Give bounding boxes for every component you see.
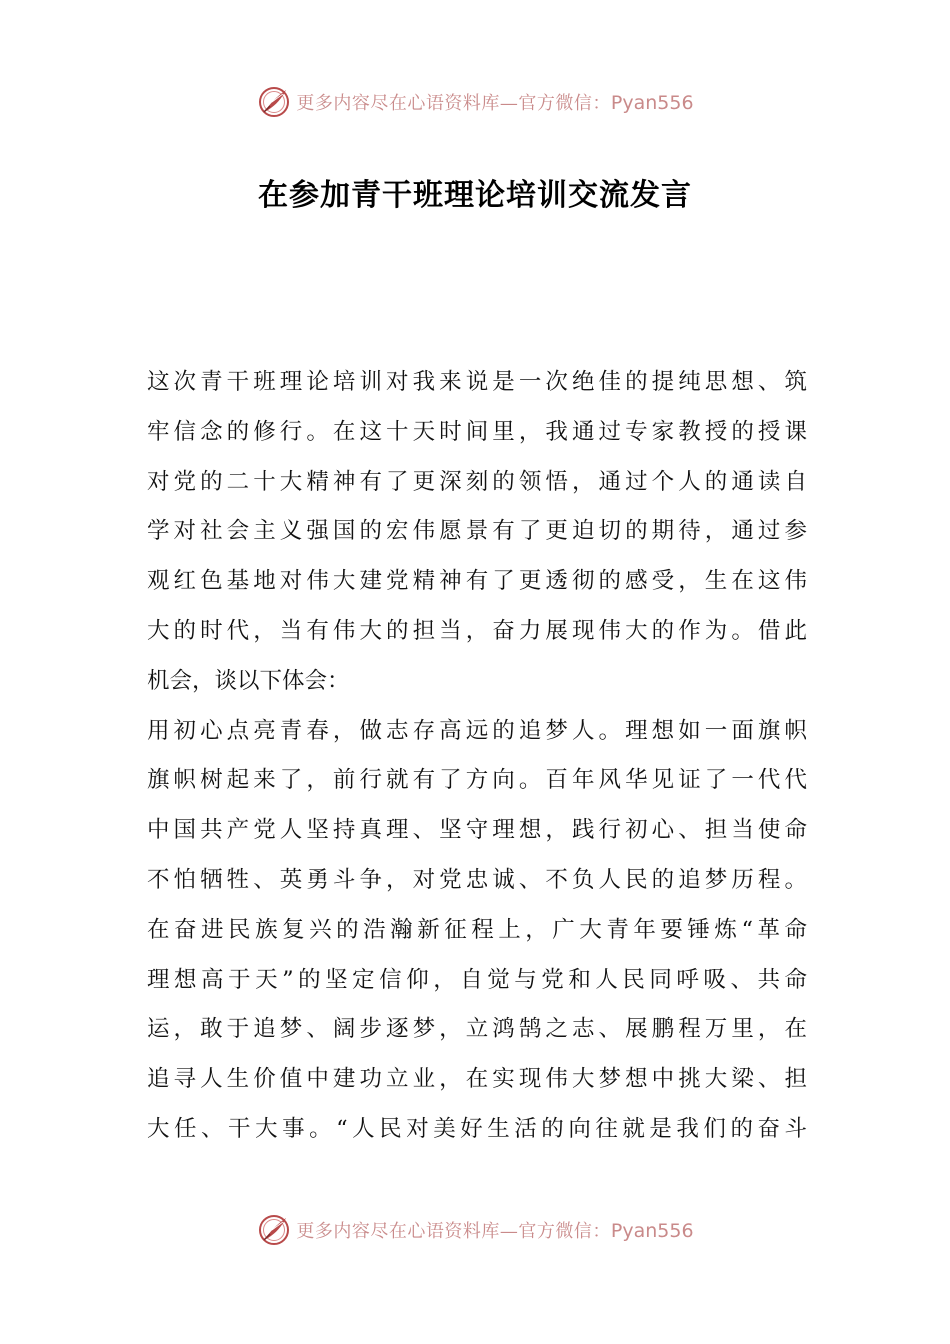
watermark-label: 更多内容尽在心语资料库—官方微信： bbox=[296, 1221, 611, 1242]
body-line: 大的时代，当有伟大的担当，奋力展现伟大的作为。借此 bbox=[147, 617, 807, 644]
body-line: 中国共产党人坚持真理、坚守理想，践行初心、担当使命 bbox=[147, 817, 807, 844]
body-line: 运，敢于追梦、阔步逐梦，立鸿鹄之志、展鹏程万里，在 bbox=[147, 1016, 807, 1043]
body-line: 牢信念的修行。在这十天时间里，我通过专家教授的授课 bbox=[147, 418, 807, 445]
document-body bbox=[147, 358, 807, 1155]
feather-pen-circle-icon bbox=[256, 84, 292, 120]
body-line: 在奋进民族复兴的浩瀚新征程上，广大青年要锤炼“革命 bbox=[147, 916, 807, 943]
watermark-text bbox=[296, 89, 693, 115]
body-line: 机会，谈以下体会： bbox=[147, 667, 350, 694]
document-title: 在参加青干班理论培训交流发言 bbox=[258, 178, 692, 213]
body-line: 用初心点亮青春，做志存高远的追梦人。理想如一面旗帜 bbox=[147, 717, 807, 744]
body-line: 追寻人生价值中建功立业，在实现伟大梦想中挑大梁、担 bbox=[147, 1066, 807, 1093]
watermark-wechat-id: Pyan556 bbox=[610, 92, 694, 114]
body-line: 对党的二十大精神有了更深刻的领悟，通过个人的通读自 bbox=[147, 468, 807, 495]
body-line: 观红色基地对伟大建党精神有了更透彻的感受，生在这伟 bbox=[147, 568, 807, 595]
body-line: 不怕牺牲、英勇斗争，对党忠诚、不负人民的追梦历程。 bbox=[147, 866, 807, 893]
header-watermark bbox=[0, 82, 950, 122]
body-line: 大任、干大事。“人民对美好生活的向往就是我们的奋斗 bbox=[147, 1115, 807, 1142]
body-line: 学对社会主义强国的宏伟愿景有了更迫切的期待，通过参 bbox=[147, 518, 807, 545]
feather-pen-circle-icon bbox=[256, 1212, 292, 1248]
watermark-wechat-id: Pyan556 bbox=[610, 1220, 694, 1242]
watermark-text bbox=[296, 1217, 693, 1243]
body-line: 这次青干班理论培训对我来说是一次绝佳的提纯思想、筑 bbox=[147, 369, 807, 395]
body-line: 理想高于天”的坚定信仰，自觉与党和人民同呼吸、共命 bbox=[147, 966, 807, 993]
footer-watermark bbox=[0, 1210, 950, 1250]
watermark-label: 更多内容尽在心语资料库—官方微信： bbox=[296, 93, 611, 114]
body-line: 旗帜树起来了，前行就有了方向。百年风华见证了一代代 bbox=[147, 767, 807, 794]
